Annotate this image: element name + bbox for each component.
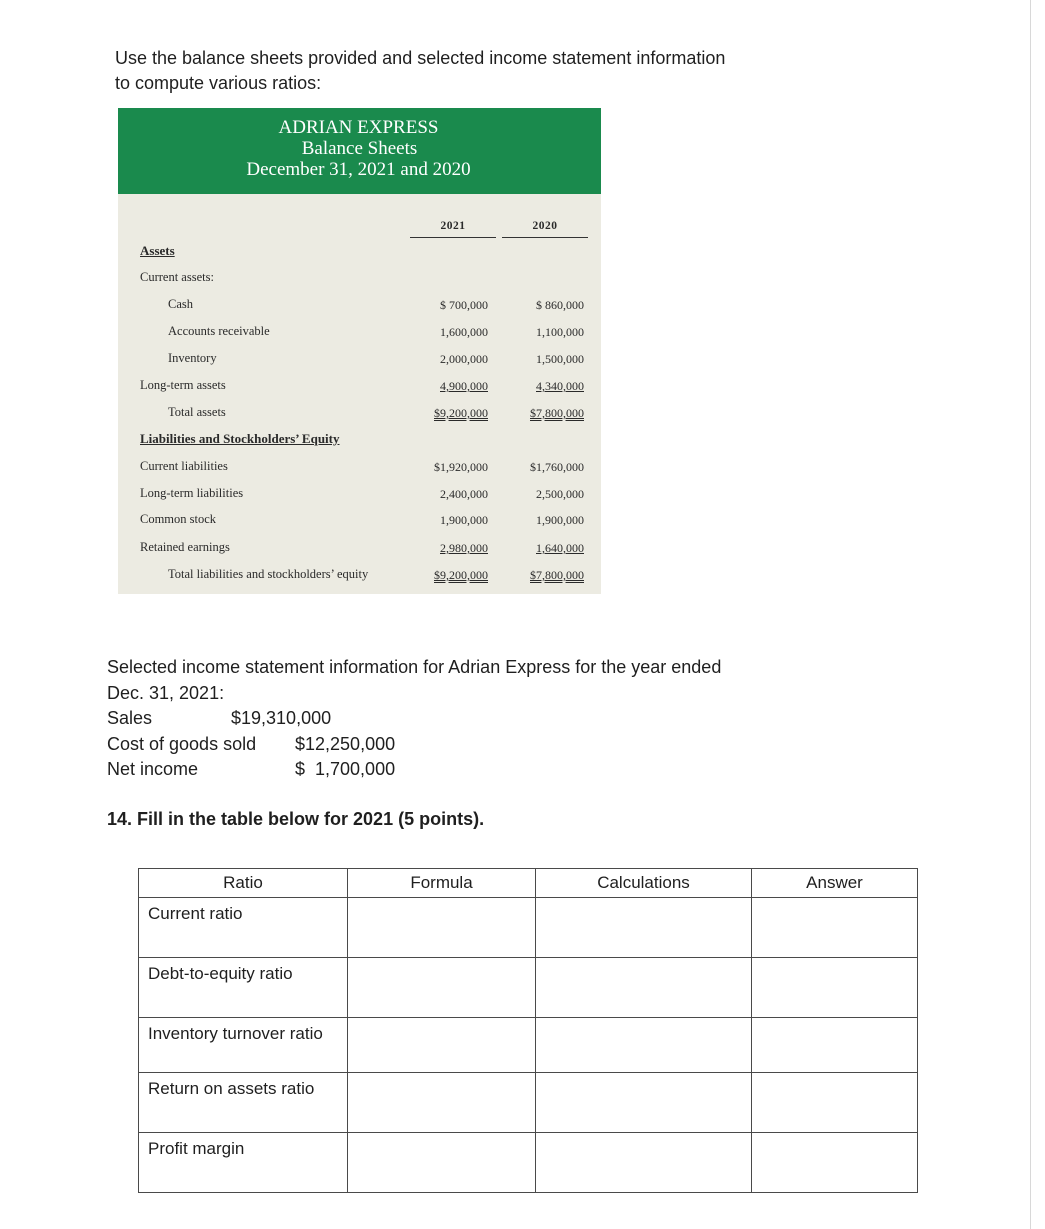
re-label: Retained earnings (140, 540, 230, 554)
cash-2021: $ 700,000 (440, 298, 488, 312)
company-name: ADRIAN EXPRESS (278, 117, 439, 138)
total-assets-2020: $7,800,000 (530, 406, 584, 420)
ratio-name-current: Current ratio (139, 898, 348, 958)
ar-label: Accounts receivable (168, 324, 270, 338)
ratio-name-inventory-turnover: Inventory turnover ratio (139, 1018, 348, 1073)
intro-line-1: Use the balance sheets provided and selected income statement information (115, 48, 726, 68)
header-formula: Formula (348, 869, 536, 898)
statement-title: Balance Sheets (301, 138, 418, 159)
cash-2020: $ 860,000 (536, 298, 584, 312)
net-income-label: Net income (107, 759, 199, 779)
cogs-value: $12,250,000 (295, 734, 396, 754)
calculations-cell[interactable] (536, 1133, 752, 1193)
table-header-row (139, 869, 918, 898)
lta-2020: 4,340,000 (536, 379, 584, 393)
re-2021: 2,980,000 (440, 541, 488, 555)
ratio-name-debt-to-equity: Debt-to-equity ratio (139, 958, 348, 1018)
net-income-value: $ 1,700,000 (295, 759, 396, 779)
assets-heading: Assets (140, 243, 175, 258)
total-assets-2021: $9,200,000 (434, 406, 488, 420)
intro-line-2: to compute various ratios: (115, 73, 322, 93)
cs-2021: 1,900,000 (440, 513, 488, 527)
statement-date: December 31, 2021 and 2020 (246, 159, 471, 180)
year-header-2021: 2021 (410, 220, 496, 238)
formula-cell[interactable] (348, 1018, 536, 1073)
answer-cell[interactable] (752, 1133, 918, 1193)
table-row (139, 958, 918, 1018)
ltl-2020: 2,500,000 (536, 487, 584, 501)
ar-2020: 1,100,000 (536, 325, 584, 339)
formula-cell[interactable] (348, 958, 536, 1018)
income-line-2: Dec. 31, 2021: (107, 682, 225, 703)
formula-cell[interactable] (348, 898, 536, 958)
answer-cell[interactable] (752, 1073, 918, 1133)
calculations-cell[interactable] (536, 1018, 752, 1073)
table-row (139, 898, 918, 958)
inventory-label: Inventory (168, 351, 217, 365)
calculations-cell[interactable] (536, 1073, 752, 1133)
header-calculations: Calculations (536, 869, 752, 898)
header-ratio: Ratio (139, 869, 348, 898)
formula-cell[interactable] (348, 1073, 536, 1133)
intro-text (115, 46, 725, 96)
total-le-2020: $7,800,000 (530, 568, 584, 582)
lta-label: Long-term assets (140, 378, 226, 392)
cs-label: Common stock (140, 512, 217, 526)
total-le-label: Total liabilities and stockholders’ equity (168, 567, 369, 581)
sales-label: Sales (107, 708, 153, 728)
total-le-2021: $9,200,000 (434, 568, 488, 582)
income-statement-intro (107, 655, 721, 706)
scrollbar[interactable] (1030, 0, 1045, 1229)
total-assets-label: Total assets (168, 405, 226, 419)
year-header-2020: 2020 (502, 220, 588, 238)
cl-2020: $1,760,000 (530, 460, 584, 474)
answer-cell[interactable] (752, 958, 918, 1018)
calculations-cell[interactable] (536, 898, 752, 958)
balance-sheet-image (118, 108, 601, 594)
liabilities-equity-heading: Liabilities and Stockholders’ Equity (140, 431, 340, 446)
ltl-2021: 2,400,000 (440, 487, 488, 501)
formula-cell[interactable] (348, 1133, 536, 1193)
cash-label: Cash (168, 297, 193, 311)
sales-value: $19,310,000 (231, 708, 332, 728)
question-heading: 14. Fill in the table below for 2021 (5 points). (107, 809, 485, 829)
inventory-2020: 1,500,000 (536, 352, 584, 366)
table-row (139, 1018, 918, 1073)
answer-cell[interactable] (752, 1018, 918, 1073)
lta-2021: 4,900,000 (440, 379, 488, 393)
cl-label: Current liabilities (140, 459, 228, 473)
income-line-1: Selected income statement information for Adrian Express for the year ended (107, 657, 722, 677)
inventory-2021: 2,000,000 (440, 352, 488, 366)
cs-2020: 1,900,000 (536, 513, 584, 527)
table-row (139, 1073, 918, 1133)
balance-sheet-body (118, 108, 601, 594)
table-row (139, 1133, 918, 1193)
header-answer: Answer (752, 869, 918, 898)
ratio-name-profit-margin: Profit margin (139, 1133, 348, 1193)
ratio-name-return-on-assets: Return on assets ratio (139, 1073, 348, 1133)
re-2020: 1,640,000 (536, 541, 584, 555)
ar-2021: 1,600,000 (440, 325, 488, 339)
answer-cell[interactable] (752, 898, 918, 958)
ratio-table (138, 868, 918, 1193)
ltl-label: Long-term liabilities (140, 486, 244, 500)
cogs-label: Cost of goods sold (107, 734, 257, 754)
calculations-cell[interactable] (536, 958, 752, 1018)
current-assets-heading: Current assets: (140, 270, 214, 284)
cl-2021: $1,920,000 (434, 460, 488, 474)
